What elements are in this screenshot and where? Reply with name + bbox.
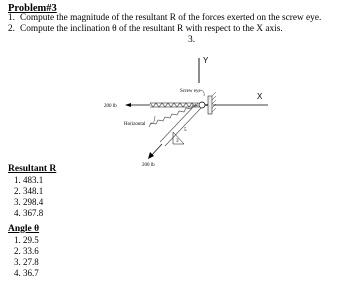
item-number: 3.: [188, 35, 196, 45]
left-force-label: 200 lb: [104, 104, 117, 109]
down-force-label: 200 lb: [142, 163, 155, 168]
wall-hatching: [212, 92, 216, 112]
angle-choice[interactable]: 3. 27.8: [14, 257, 39, 267]
angle-section-title: Angle θ: [8, 224, 40, 234]
wall-support: [208, 96, 212, 114]
screw-eye-ring: [199, 102, 205, 108]
angle-choice[interactable]: 2. 33.6: [14, 246, 39, 256]
resultant-choices: [14, 175, 43, 219]
resultant-section-title: Resultant R: [8, 164, 57, 174]
horizontal-label: Horizontal: [124, 122, 146, 127]
question-text: Compute the inclination θ of the resultant R with respect to the X axis.: [20, 24, 283, 34]
angle-choices: [14, 235, 39, 279]
inclined-cable: [149, 104, 201, 146]
resultant-choice[interactable]: 3. 298.4: [14, 197, 44, 207]
slope-rise-label: 5: [184, 128, 187, 133]
y-axis-label: Y: [203, 56, 209, 65]
resultant-choice[interactable]: 2. 348.1: [14, 186, 44, 196]
angle-choice[interactable]: 1. 29.5: [14, 235, 39, 245]
problem-title: Problem#3: [8, 3, 57, 14]
x-axis-label: X: [257, 92, 263, 101]
resultant-choice[interactable]: 4. 367.8: [14, 208, 44, 218]
question-text: Compute the magnitude of the resultant R of the forces exerted on the screw eye.: [20, 13, 322, 23]
screw-eye-label: Screw eye: [180, 89, 201, 94]
horizontal-cable: [150, 103, 199, 107]
screw-eye-leader: [201, 90, 204, 96]
slope-run-label: 3: [176, 139, 179, 144]
question-number: 1.: [8, 13, 15, 23]
resultant-choice[interactable]: 1. 483.1: [14, 175, 44, 185]
horizontal-force-arrowhead: [125, 103, 131, 107]
inclined-force-arrowhead: [148, 152, 154, 159]
question-number: 2.: [8, 24, 15, 34]
angle-choice[interactable]: 4. 36.7: [14, 268, 39, 278]
slope-triangle: [173, 132, 184, 144]
